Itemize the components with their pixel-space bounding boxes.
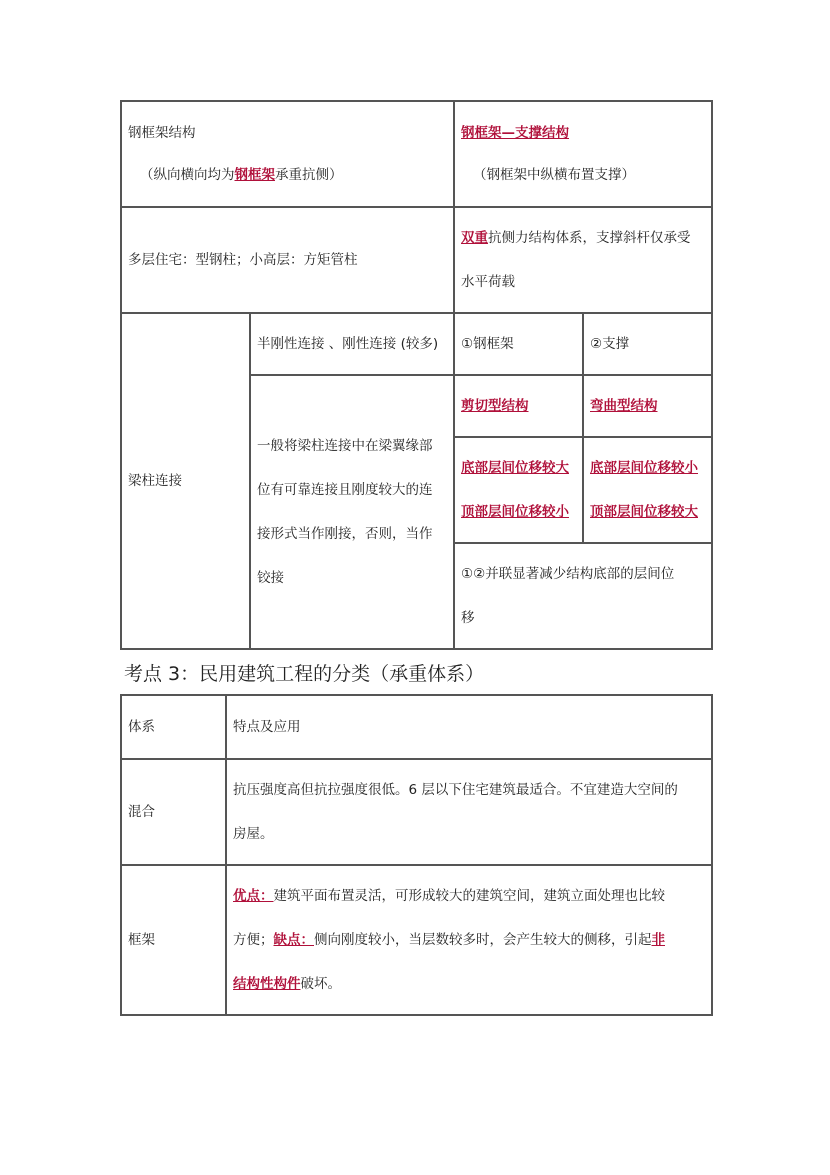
parallel-effect: ①②并联显著减少结构底部的层间位 移 bbox=[454, 543, 712, 649]
frame-desc: 优点：建筑平面布置灵活，可形成较大的建筑空间，建筑立面处理也比较 方便；缺点：侧向刚度较小，当层数较多时，会产生较大的侧移，引起非 结构性构件破坏。 bbox=[226, 865, 712, 1015]
header-features: 特点及应用 bbox=[226, 695, 712, 759]
header-system: 体系 bbox=[121, 695, 226, 759]
frame-label: ①钢框架 bbox=[454, 313, 583, 375]
dual-highlight: 双重 bbox=[461, 230, 488, 246]
connection-types: 半刚性连接 、刚性连接 (较多) bbox=[250, 313, 454, 375]
rigid-connection-desc: 一般将梁柱连接中在梁翼缘部 位有可靠连接且刚度较大的连 接形式当作刚接，否则，当作 铰接 bbox=[250, 375, 454, 649]
steel-structure-table bbox=[120, 100, 713, 650]
shear-type: 剪切型结构 bbox=[454, 375, 583, 437]
steel-frame-brace-cell bbox=[454, 101, 712, 207]
steel-frame-cell bbox=[121, 101, 454, 207]
steel-frame-sub: （纵向横向均为钢框架承重抗侧） bbox=[140, 167, 343, 183]
section-heading: 考点 3：民用建筑工程的分类（承重体系） bbox=[124, 663, 485, 685]
frame-drift: 底部层间位移较大 顶部层间位移较小 bbox=[454, 437, 583, 543]
steel-frame-brace-sub: （钢框架中纵横布置支撑） bbox=[473, 167, 635, 183]
bending-type: 弯曲型结构 bbox=[583, 375, 712, 437]
dual-system-cell: 双重抗侧力结构体系，支撑斜杆仅承受 水平荷载 bbox=[454, 207, 712, 313]
mixed-desc: 抗压强度高但抗拉强度很低。6 层以下住宅建筑最适合。不宜建造大空间的 房屋。 bbox=[226, 759, 712, 865]
frame-name: 框架 bbox=[121, 865, 226, 1015]
mixed-name: 混合 bbox=[121, 759, 226, 865]
steel-frame-highlight: 钢框架 bbox=[234, 167, 275, 183]
load-bearing-table bbox=[120, 694, 713, 1016]
advantage-label: 优点： bbox=[233, 888, 274, 904]
steel-frame-title: 钢框架结构 bbox=[128, 125, 196, 141]
column-types-cell: 多层住宅：型钢柱；小高层：方矩管柱 bbox=[121, 207, 454, 313]
steel-frame-brace-title: 钢框架—支撑结构 bbox=[461, 125, 569, 141]
beam-column-label: 梁柱连接 bbox=[121, 313, 250, 649]
disadvantage-label: 缺点： bbox=[273, 932, 314, 948]
brace-label: ②支撑 bbox=[583, 313, 712, 375]
brace-drift: 底部层间位移较小 顶部层间位移较大 bbox=[583, 437, 712, 543]
